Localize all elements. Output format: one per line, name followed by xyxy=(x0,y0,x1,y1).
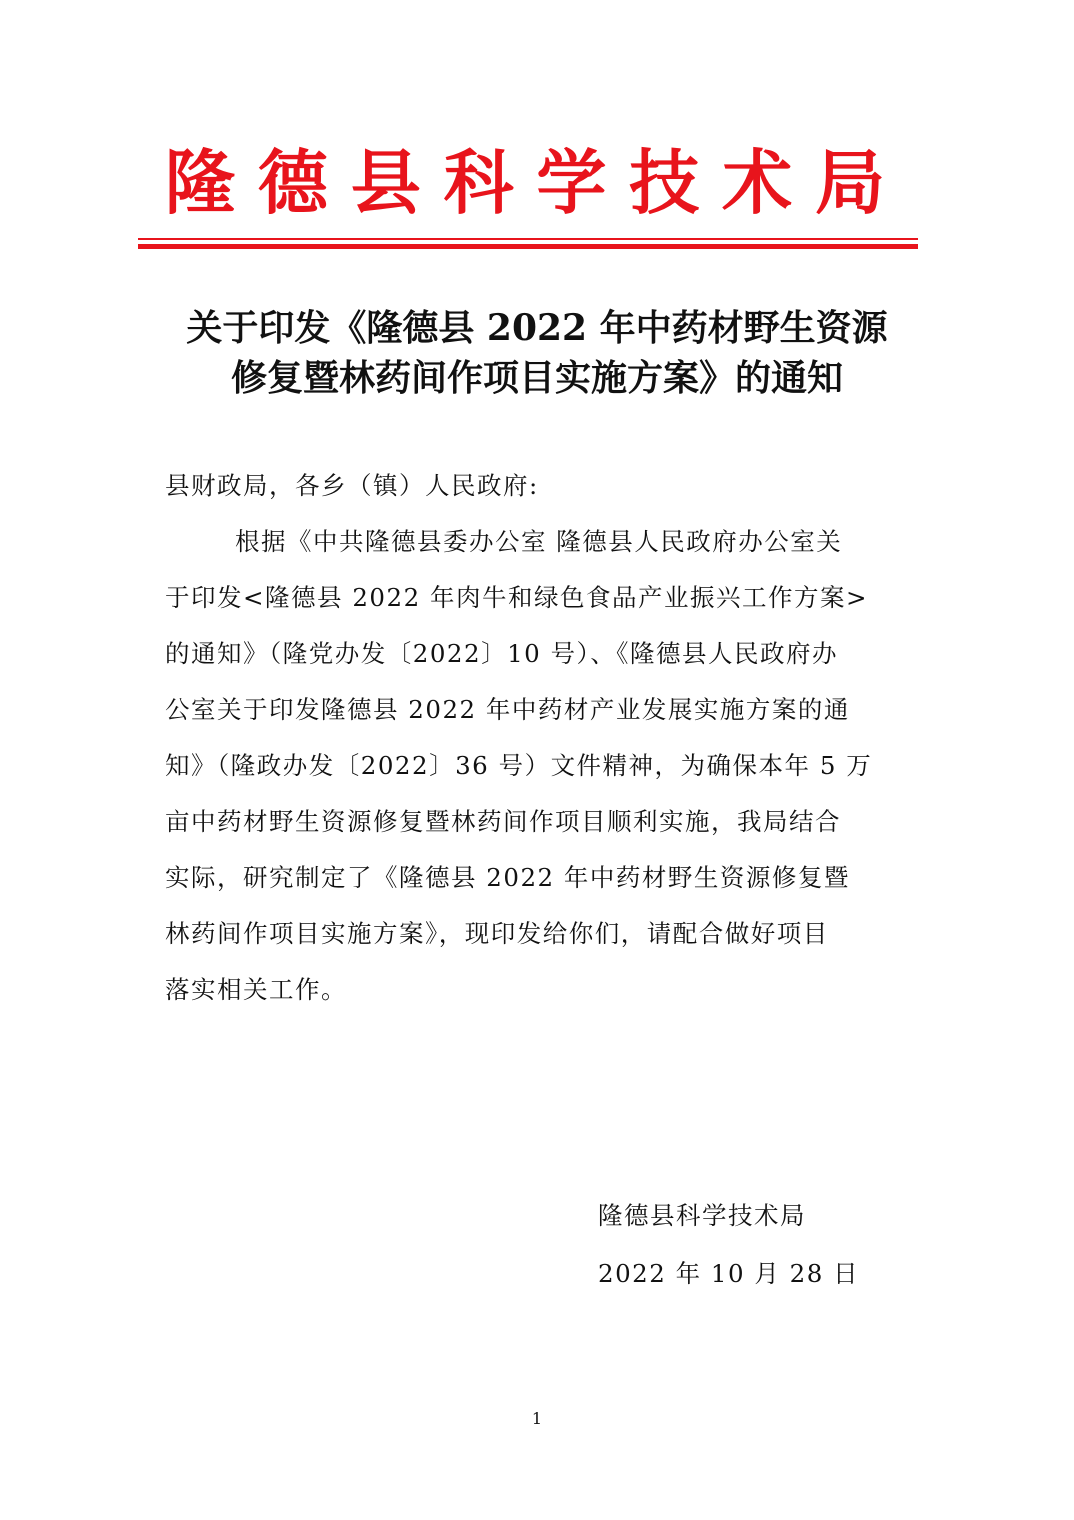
document-title xyxy=(150,303,924,403)
salutation: 县财政局，各乡（镇）人民政府: xyxy=(165,471,539,500)
masthead-thick-rule xyxy=(138,244,918,249)
body-line-8: 林药间作项目实施方案》，现印发给你们，请配合做好项目 xyxy=(165,919,829,948)
body-line-5: 知》（隆政办发〔2022〕36 号）文件精神，为确保本年 5 万 xyxy=(165,751,873,780)
signature-date: 2022 年 10 月 28 日 xyxy=(598,1259,860,1288)
page-number: 1 xyxy=(531,1409,543,1428)
document-body xyxy=(165,458,915,1018)
title-line-1: 关于印发《隆德县 2022 年中药材野生资源 xyxy=(186,307,888,349)
body-line-2: 于印发<隆德县 2022 年肉牛和绿色食品产业振兴工作方案> xyxy=(165,583,868,612)
body-line-4: 公室关于印发隆德县 2022 年中药材产业发展实施方案的通 xyxy=(165,695,850,724)
masthead-thin-rule xyxy=(138,238,918,240)
body-line-7: 实际，研究制定了《隆德县 2022 年中药材野生资源修复暨 xyxy=(165,863,850,892)
body-line-9: 落实相关工作。 xyxy=(165,975,347,1004)
signature-org: 隆德县科学技术局 xyxy=(598,1201,806,1230)
body-line-6: 亩中药材野生资源修复暨林药间作项目顺利实施，我局结合 xyxy=(165,807,841,836)
agency-masthead: 隆德县科学技术局 xyxy=(165,141,885,224)
title-line-2: 修复暨林药间作项目实施方案》的通知 xyxy=(230,357,843,399)
body-line-3: 的通知》（隆党办发〔2022〕10 号）、《隆德县人民政府办 xyxy=(165,639,839,668)
body-line-1: 根据《中共隆德县委办公室 隆德县人民政府办公室关 xyxy=(235,527,843,556)
